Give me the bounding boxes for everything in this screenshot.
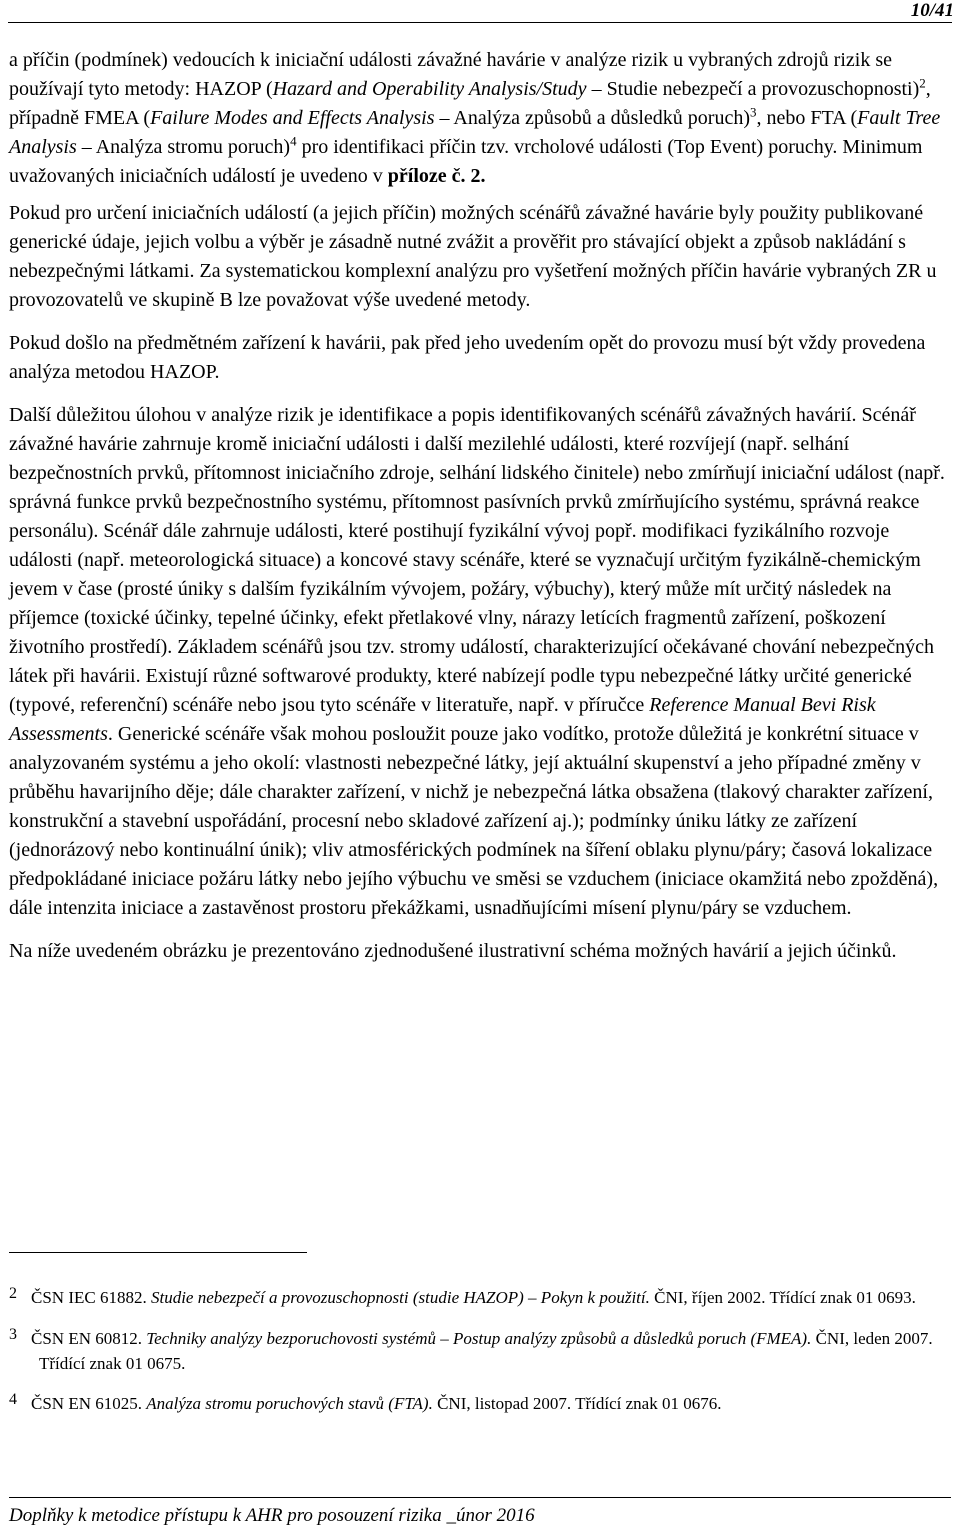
- paragraph-methods: a příčin (podmínek) vedoucích k iniciační události závažné havárie v analýze rizik u vybraných zdrojů rizik se používají tyto metody: HAZOP (Hazard and Operability Analysis/Study – Studie nebezpečí a provozuschopnosti)$^2$, případně FMEA (Failure Modes and Effects Analysis – Analýza způsobů a důsledků poruch)$^3$, nebo FTA (Fault Tree Analysis – Analýza stromu poruch)$^4$ pro identifikaci příčin tzv. vrcholové události (Top Event) poruchy. Minimum uvažovaných iniciačních událostí je uvedeno v příloze č. 2.: [9, 49, 941, 187]
- footnote-mark: 3: [9, 1326, 17, 1343]
- footnote-mark: 2: [9, 1285, 17, 1302]
- hazop-english-name: Hazard and Operability Analysis/Study: [272, 78, 587, 100]
- appendix-reference: příloze č. 2.: [387, 165, 486, 187]
- footnote-4: 4 ČSN EN 61025. Analýza stromu poruchových stavů (FTA). ČNI, listopad 2007. Třídící znak 01 0676.: [9, 1392, 949, 1417]
- footnote-2: 2 ČSN IEC 61882. Studie nebezpečí a provozuschopnosti (studie HAZOP) – Pokyn k použití. ČNI, říjen 2002. Třídící znak 01 0693.: [9, 1286, 949, 1311]
- paragraph-scenarios: Další důležitou úlohou v analýze rizik je identifikace a popis identifikovaných scénářů závažných havárií. Scénář závažné havárie zahrnuje kromě iniciační události i další mezilehlé události, které rozvíjejí (např. selhání bezpečnostních prvků, přítomnost iniciačního zdroje, selhání lidského činitele) nebo zmírňují iniciační událost (např. správná funkce prvků bezpečnostního systému, přítomnost pasívních prvků zmírňujícího systému, správná reakce personálu). Scénář dále zahrnuje události, které postihují fyzikální vývoj popř. modifikaci fyzikálního rozvoje události (např. meteorologická situace) a koncové stavy scénáře, které se vyznačují určitým fyzikálně-chemickým jevem v čase (prosté úniky s dalším fyzikálním vývojem, požáry, výbuchy), který může mít určitý následek na příjemce (toxické účinky, tepelné účinky, efekt přetlakové vlny, nárazy letících fragmentů zařízení, poškození životního prostředí). Základem scénářů jsou tzv. stromy událostí, charakterizující očekávané chování nebezpečných látek při havárii. Existují různé softwarové produkty, které nabízejí podle typu nebezpečné látky určité generické (typové, referenční) scénáře nebo jsou tyto scénáře v literatuře, např. v příručce Reference Manual Bevi Risk Assessments. Generické scénáře však mohou posloužit pouze jako vodítko, protože důležitá je konkrétní situace v analyzovaném systému a jeho okolí: vlastnosti nebezpečné látky, její aktuální skupenství a jeho případné změny v průběhu havarijního děje; dále charakter zařízení, v nichž je nebezpečná látka obsažena (tlakový charakter zařízení, konstrukční a stavební uspořádání, procesní nebo skladové zařízení aj.); podmínky úniku látky ze zařízení (jednorázový nebo kontinuální únik); vliv atmosférických podmínek na šíření oblaku plynu/páry; časová lokalizace předpokládané iniciace požáru látky nebo jejího výbuchu ve směsi se vzduchem (iniciace okamžitá nebo zpožděná), dále intenzita iniciace a zastavěnost prostoru překážkami, usnadňujícími mísení plynu/páry se vzduchem.: [9, 404, 945, 919]
- paragraph-figure-intro: Na níže uvedeném obrázku je prezentováno zjednodušené ilustrativní schéma možných havárií a jejich účinků.: [9, 940, 897, 962]
- page-footer: Doplňky k metodice přístupu k AHR pro posouzení rizika _únor 2016: [9, 1497, 951, 1528]
- document-body: [9, 46, 945, 980]
- paragraph-hazop-requirement: Pokud došlo na předmětném zařízení k havárii, pak před jeho uvedením opět do provozu musí být vždy provedena analýza metodou HAZOP.: [9, 332, 926, 383]
- header-rule: [8, 22, 952, 23]
- footnote-separator: [9, 1252, 307, 1253]
- page-number: 10/41: [910, 0, 954, 21]
- paragraph-generic-data: Pokud pro určení iniciačních událostí (a jejich příčin) možných scénářů závažné havárie byly použity publikované generické údaje, jejich volbu a výběr je zásadně nutné zvážit a prověřit pro stávající objekt a způsob nakládání s nebezpečnými látkami. Za systematickou komplexní analýzu pro vyšetření možných příčin havárie vybraných ZR u provozovatelů ve skupině B lze považovat výše uvedené metody.: [9, 202, 937, 311]
- footnotes: [9, 1286, 949, 1433]
- fta-english-name: Fault Tree Analysis: [9, 107, 941, 158]
- footnote-ref-3[interactable]: 3: [750, 104, 757, 120]
- fmea-english-name: Failure Modes and Effects Analysis: [150, 107, 435, 129]
- reference-manual-title: Reference Manual Bevi Risk Assessments: [9, 694, 876, 745]
- footnote-mark: 4: [9, 1391, 17, 1408]
- footnote-ref-2[interactable]: 2: [919, 75, 926, 91]
- footnote-3: 3 ČSN EN 60812. Techniky analýzy bezporuchovosti systémů – Postup analýzy způsobů a důsledků poruch (FMEA). ČNI, leden 2007. Třídící znak 01 0675.: [9, 1327, 949, 1376]
- footnote-ref-4[interactable]: 4: [290, 133, 297, 149]
